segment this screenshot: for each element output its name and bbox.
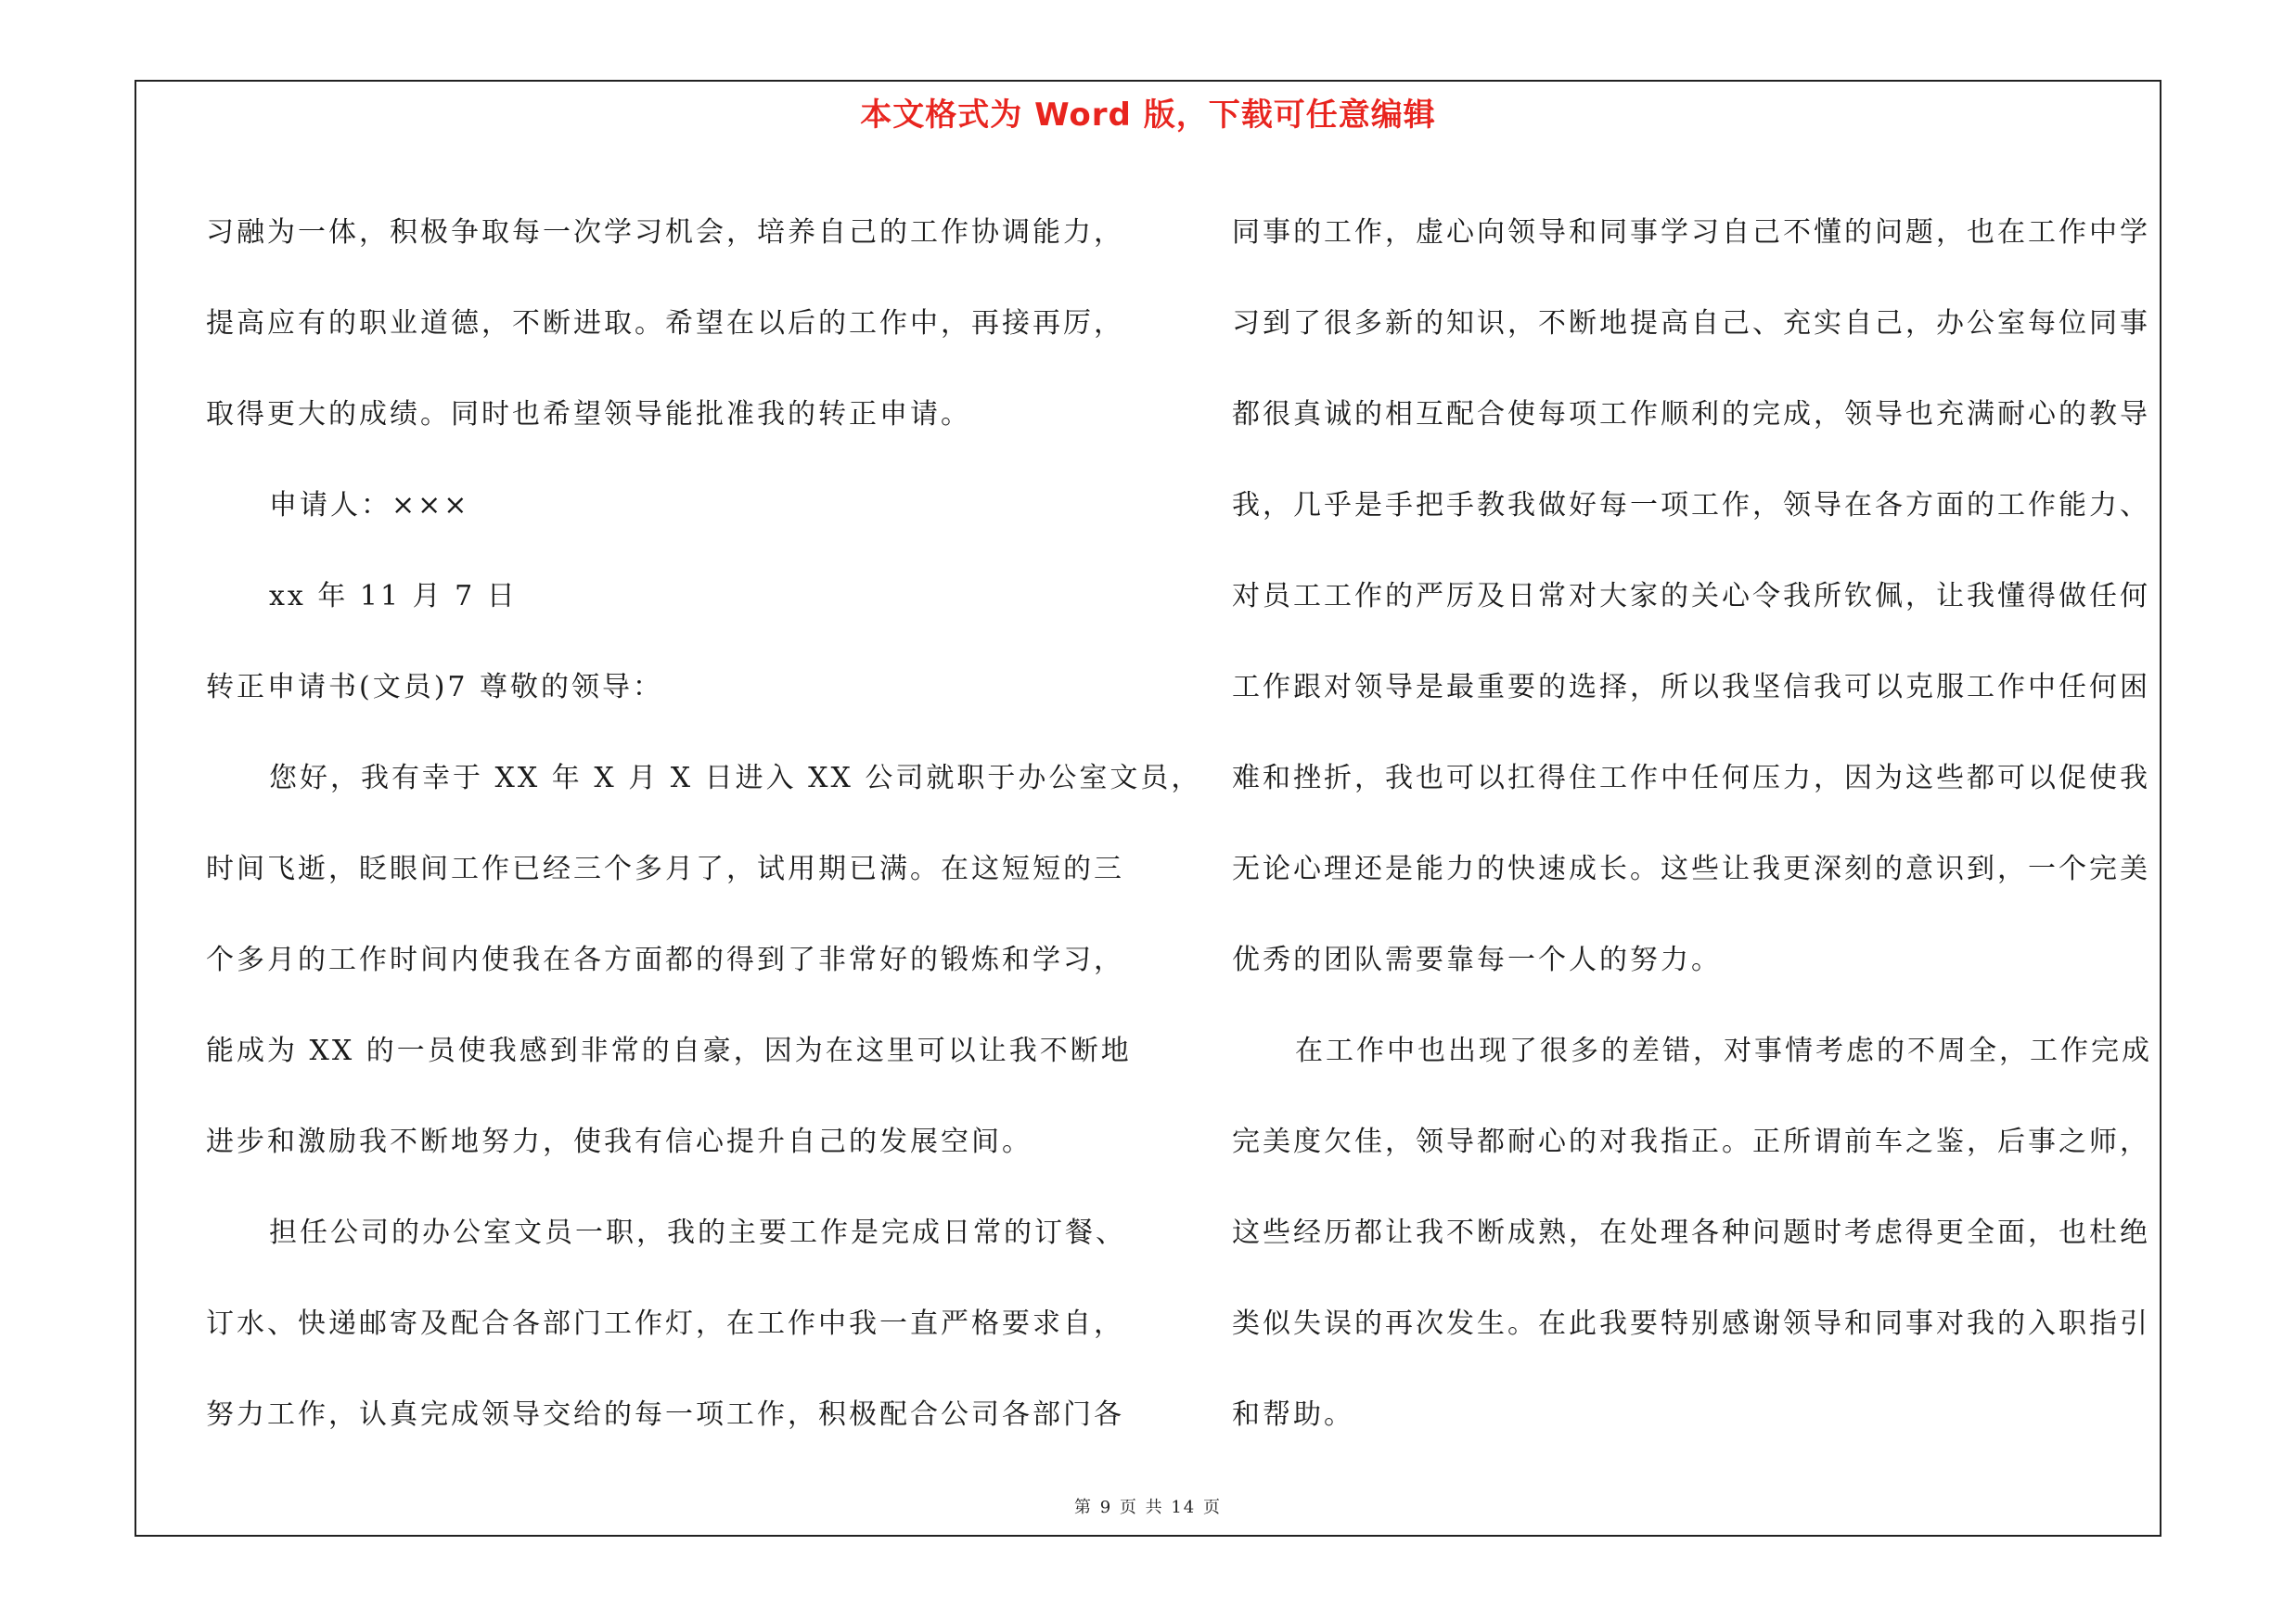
paragraph-line: 习融为一体，积极争取每一次学习机会，培养自己的工作协调能力， bbox=[206, 216, 1124, 249]
paragraph-line: 提高应有的职业道德，不断进取。希望在以后的工作中，再接再厉， bbox=[206, 307, 1124, 340]
left-text-column bbox=[206, 187, 1202, 1461]
paragraph-line: 都很真诚的相互配合使每项工作顺利的完成，领导也充满耐心的教导 bbox=[1232, 398, 2150, 431]
paragraph-line: 取得更大的成绩。同时也希望领导能批准我的转正申请。 bbox=[206, 398, 971, 431]
signature-date: xx 年 11 月 7 日 bbox=[269, 580, 518, 612]
paragraph-line: 同事的工作，虚心向领导和同事学习自己不懂的问题，也在工作中学 bbox=[1232, 216, 2150, 249]
paragraph-line: 这些经历都让我不断成熟，在处理各种问题时考虑得更全面，也杜绝 bbox=[1232, 1217, 2150, 1249]
format-banner: 本文格式为 Word 版，下载可任意编辑 bbox=[860, 97, 1436, 134]
paragraph-line: 在工作中也出现了很多的差错，对事情考虑的不周全，工作完成 bbox=[1295, 1035, 2152, 1067]
paragraph-line: 个多月的工作时间内使我在各方面都的得到了非常好的锻炼和学习， bbox=[206, 944, 1124, 976]
paragraph-line: 习到了很多新的知识，不断地提高自己、充实自己，办公室每位同事 bbox=[1232, 307, 2150, 340]
paragraph-line: 完美度欠佳，领导都耐心的对我指正。正所谓前车之鉴，后事之师， bbox=[1232, 1126, 2150, 1158]
paragraph-line: 您好，我有幸于 XX 年 X 月 X 日进入 XX 公司就职于办公室文员， bbox=[269, 762, 1202, 794]
paragraph-line: 对员工工作的严厉及日常对大家的关心令我所钦佩，让我懂得做任何 bbox=[1232, 580, 2150, 612]
paragraph-line: 难和挫折，我也可以扛得住工作中任何压力，因为这些都可以促使我 bbox=[1232, 762, 2150, 794]
paragraph-line: 能成为 XX 的一员使我感到非常的自豪，因为在这里可以让我不断地 bbox=[206, 1035, 1132, 1067]
paragraph-line: 我，几乎是手把手教我做好每一项工作，领导在各方面的工作能力、 bbox=[1232, 489, 2150, 522]
applicant-signature: 申请人：××× bbox=[269, 489, 470, 522]
section-heading: 转正申请书(文员)7 尊敬的领导： bbox=[206, 671, 664, 703]
paragraph-line: 和帮助。 bbox=[1232, 1398, 1354, 1431]
paragraph-line: 类似失误的再次发生。在此我要特别感谢领导和同事对我的入职指引 bbox=[1232, 1307, 2150, 1340]
paragraph-line: 工作跟对领导是最重要的选择，所以我坚信我可以克服工作中任何困 bbox=[1232, 671, 2150, 703]
paragraph-line: 时间飞逝，眨眼间工作已经三个多月了，试用期已满。在这短短的三 bbox=[206, 853, 1124, 885]
paragraph-line: 努力工作，认真完成领导交给的每一项工作，积极配合公司各部门各 bbox=[206, 1398, 1124, 1431]
right-text-column bbox=[1232, 187, 2169, 1461]
paragraph-line: 担任公司的办公室文员一职，我的主要工作是完成日常的订餐、 bbox=[269, 1217, 1126, 1249]
paragraph-line: 进步和激励我不断地努力，使我有信心提升自己的发展空间。 bbox=[206, 1126, 1033, 1158]
page-number-footer: 第 9 页 共 14 页 bbox=[1074, 1498, 1222, 1517]
paragraph-line: 优秀的团队需要靠每一个人的努力。 bbox=[1232, 944, 1722, 976]
paragraph-line: 订水、快递邮寄及配合各部门工作灯，在工作中我一直严格要求自， bbox=[206, 1307, 1124, 1340]
paragraph-line: 无论心理还是能力的快速成长。这些让我更深刻的意识到，一个完美 bbox=[1232, 853, 2150, 885]
